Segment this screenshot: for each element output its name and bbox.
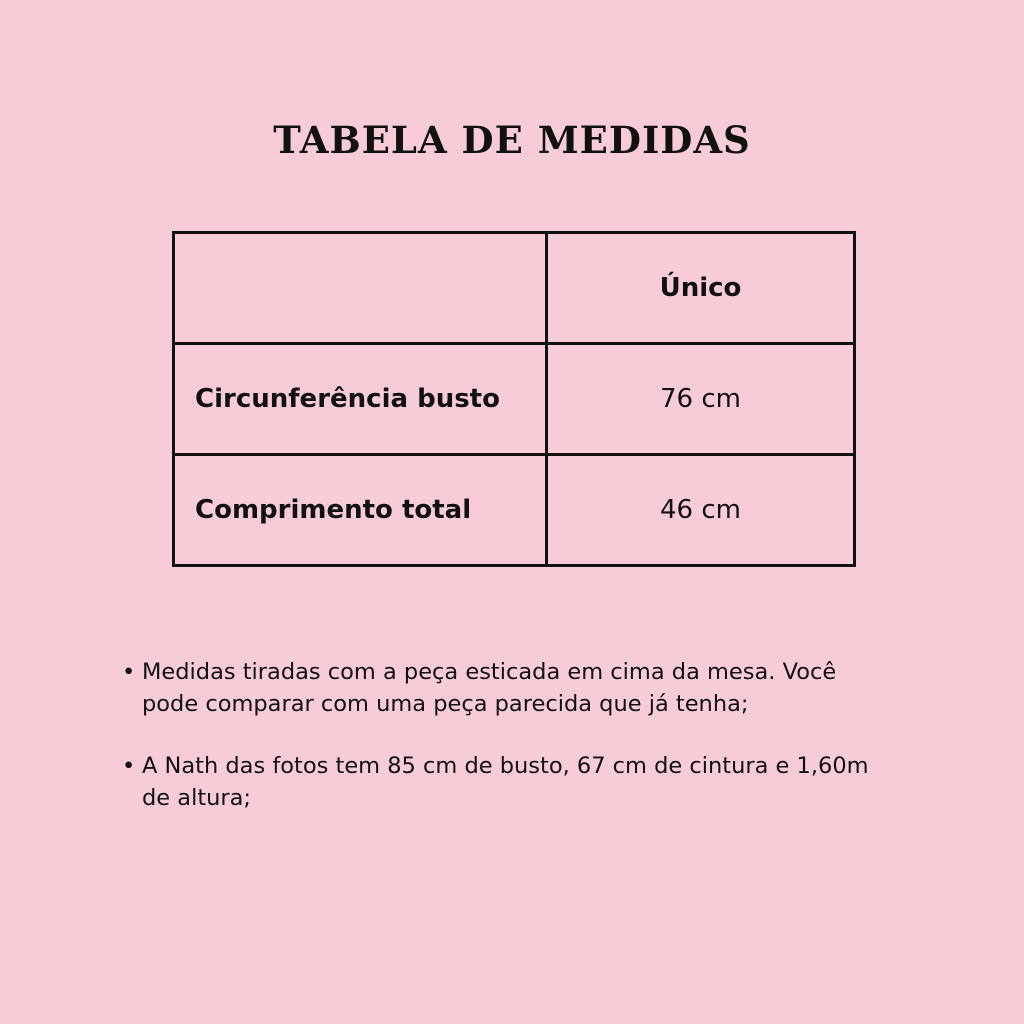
note-text-measurements: Medidas tiradas com a peça esticada em cima da mesa. Você pode comparar com uma peça parecida que já tenha;: [142, 659, 837, 717]
size-table: [172, 231, 856, 567]
notes-list: [122, 656, 892, 844]
table-header-size: Único: [547, 233, 855, 344]
note-text-model: A Nath das fotos tem 85 cm de busto, 67 cm de cintura e 1,60m de altura;: [142, 753, 869, 811]
bullet-icon: •: [122, 659, 136, 685]
table-row: [174, 455, 855, 566]
measure-label-length: Comprimento total: [174, 455, 547, 566]
measure-label-bust: Circunferência busto: [174, 344, 547, 455]
table-row: [174, 344, 855, 455]
bullet-icon: •: [122, 753, 136, 779]
measure-value-length: 46 cm: [547, 455, 855, 566]
measure-value-bust: 76 cm: [547, 344, 855, 455]
page-title: TABELA DE MEDIDAS: [273, 118, 751, 162]
table-header-empty-cell: [174, 233, 547, 344]
list-item: [122, 656, 892, 720]
table-header-row: [174, 233, 855, 344]
list-item: [122, 750, 892, 814]
